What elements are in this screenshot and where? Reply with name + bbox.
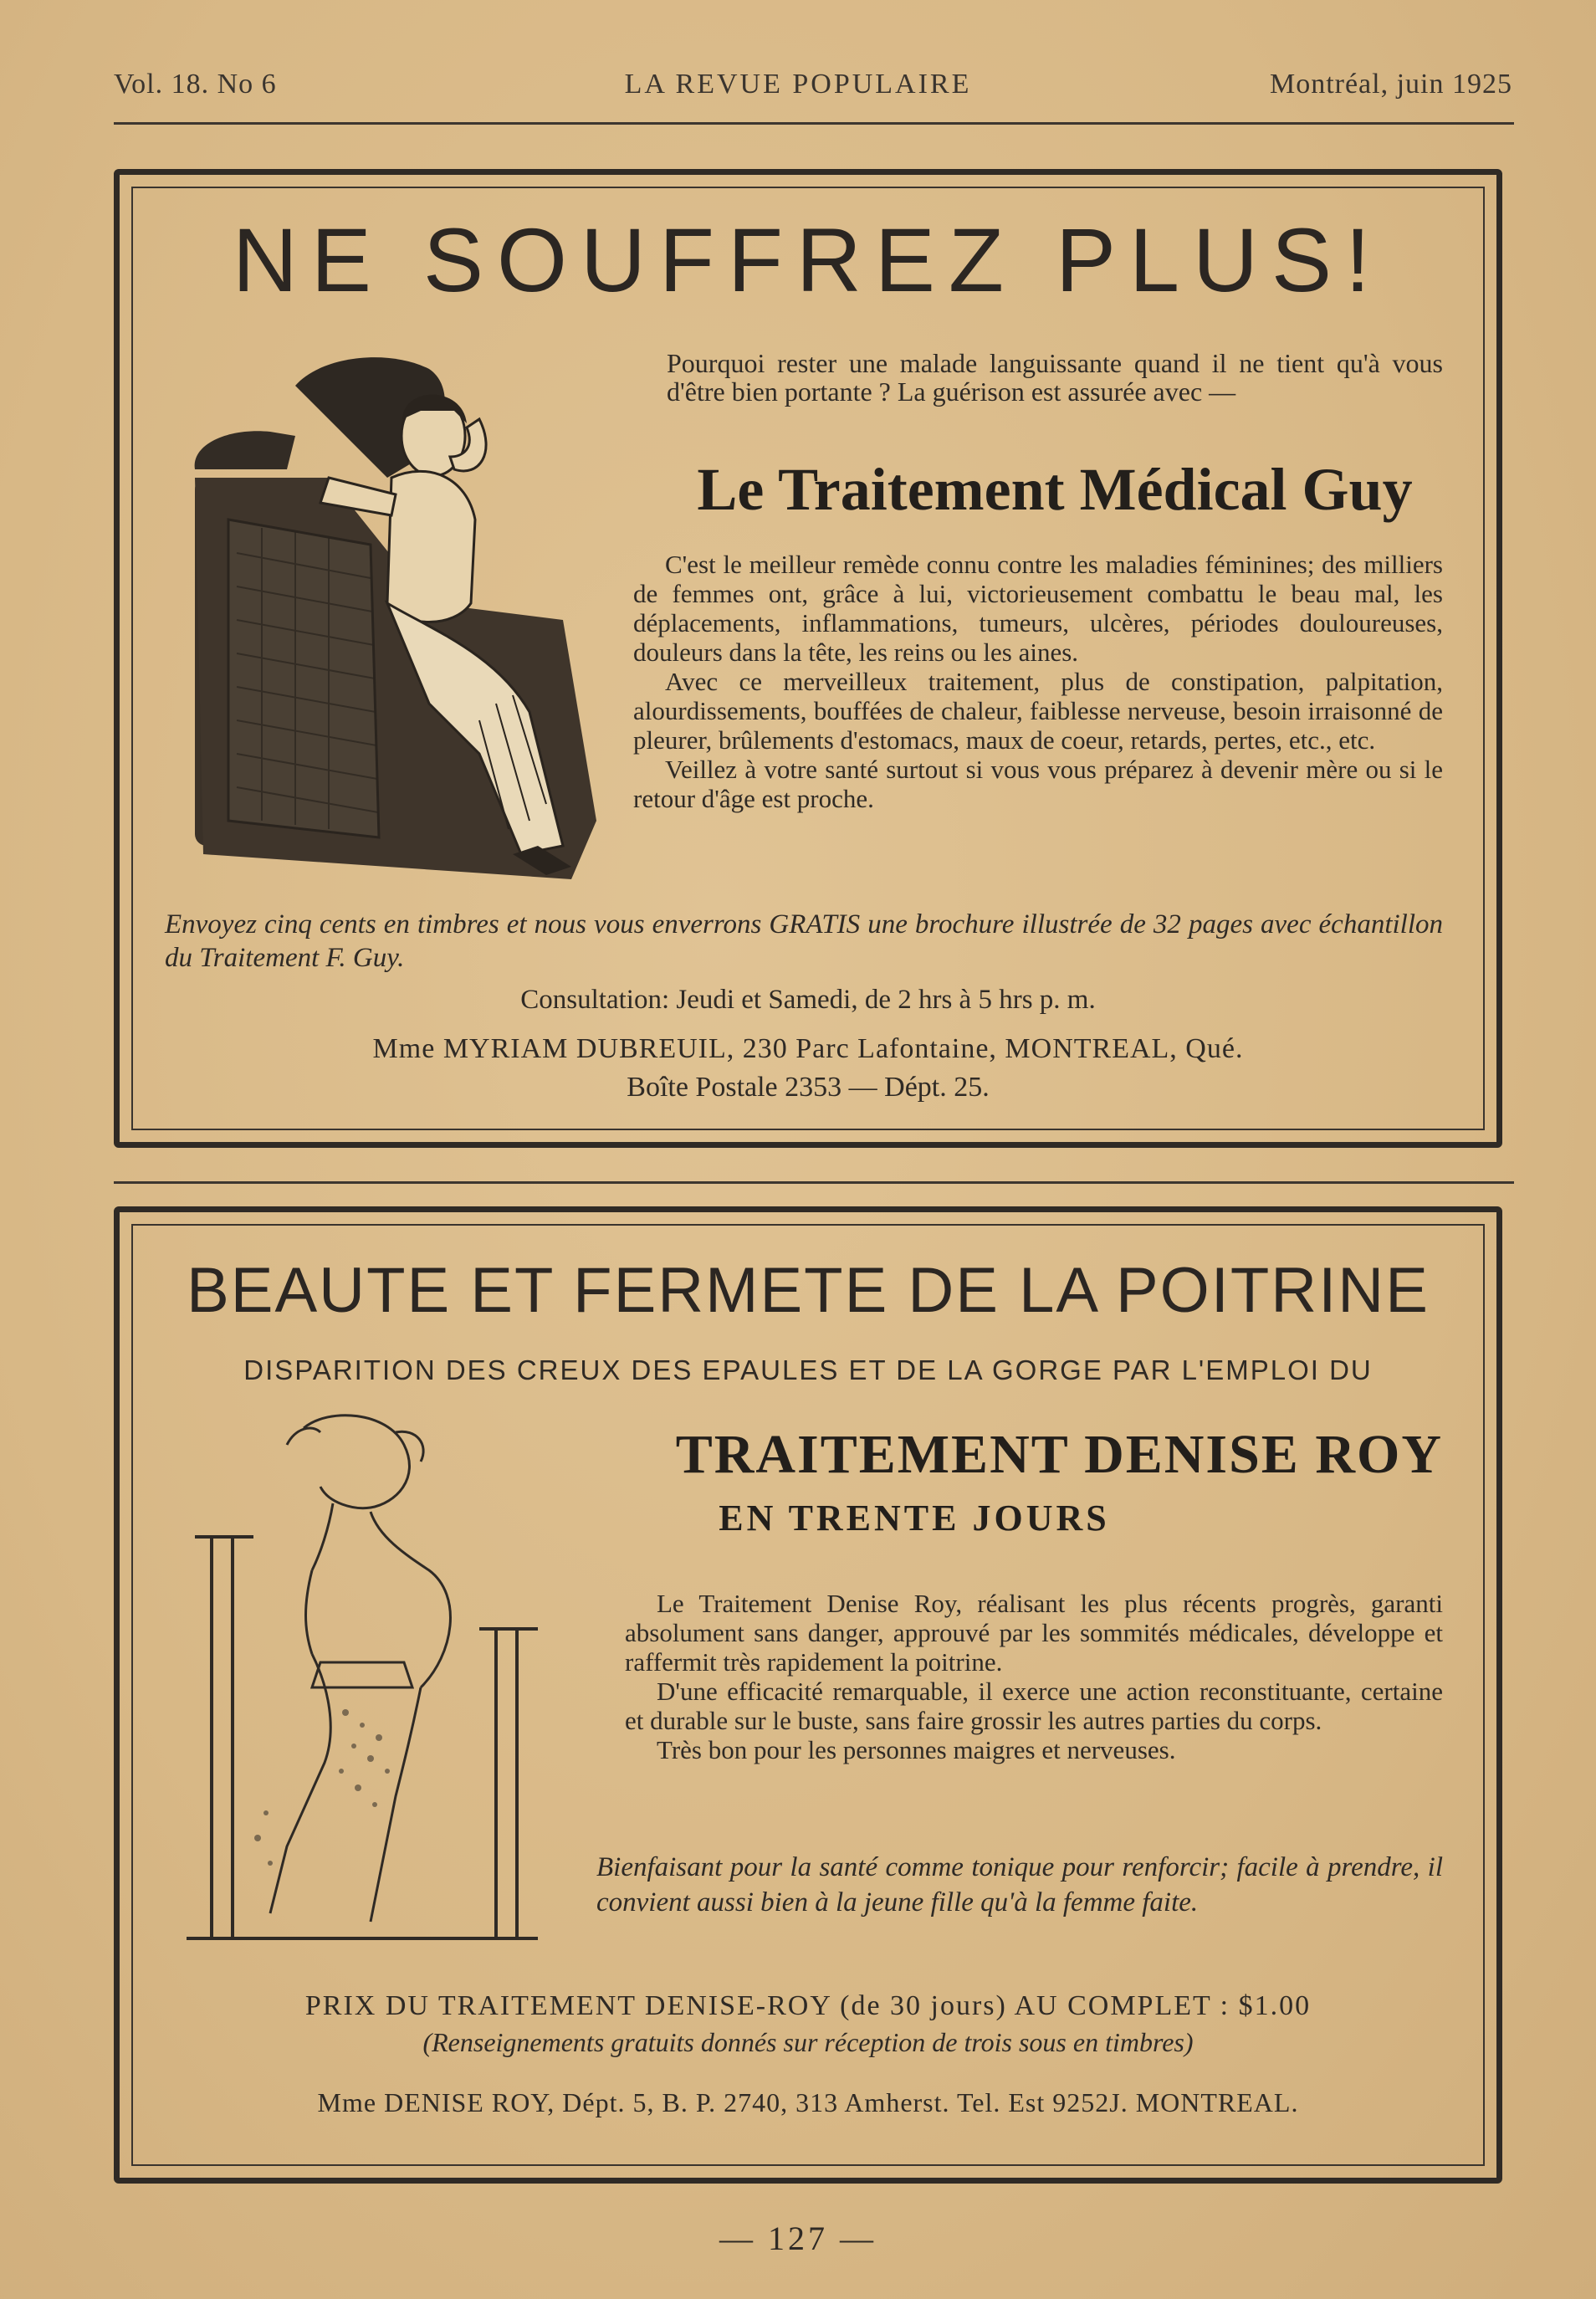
header-date: Montréal, juin 1925	[1269, 69, 1512, 100]
woman-in-wicker-chair-illustration	[178, 352, 630, 879]
ad1-paragraph: Veillez à votre santé surtout si vous vous préparez à devenir mère ou si le retour d'âge est proche.	[633, 755, 1443, 813]
header-volume: Vol. 18. No 6	[114, 69, 277, 100]
header-title: LA REVUE POPULAIRE	[624, 69, 972, 100]
ad1-intro-text: Pourquoi rester une malade languissante quand il ne tient qu'à vous d'être bien portante ? La guérison est assurée avec —	[667, 348, 1443, 407]
header-rule	[114, 122, 1514, 125]
ad2-paragraph: Le Traitement Denise Roy, réalisant les plus récents progrès, garanti absolument sans danger, approuvé par les sommités médicales, développe et raffermit très rapidement la poitrine.	[625, 1589, 1443, 1677]
ad2-paragraph: Très bon pour les personnes maigres et nerveuses.	[657, 1735, 1176, 1764]
ad1-postal-box: Boîte Postale 2353 — Dépt. 25.	[627, 1072, 990, 1103]
ad-traitement-denise-roy	[114, 1206, 1502, 2184]
section-divider	[114, 1181, 1514, 1184]
ad1-body	[633, 550, 1443, 813]
ad-traitement-guy	[114, 169, 1502, 1148]
ad1-address: Mme MYRIAM DUBREUIL, 230 Parc Lafontaine, MONTREAL, Qué.	[372, 1033, 1244, 1064]
ad2-body	[625, 1589, 1443, 1764]
ad2-paragraph: D'une efficacité remarquable, il exerce une action reconstituante, certaine et durable sur le buste, sans faire grossir les autres parties du corps.	[625, 1677, 1443, 1735]
ad1-paragraph: C'est le meilleur remède connu contre les maladies féminines; des milliers de femmes ont, grâce à lui, victorieusement combattu le beau mal, les déplacements, inflammations, tumeurs, ulcères, périodes douloureuses, douleurs dans la tête, les reins ou les aines.	[633, 550, 1443, 667]
ad2-brand-name: TRAITEMENT DENISE ROY	[675, 1424, 1443, 1485]
ad1-headline: NE SOUFFREZ PLUS!	[232, 209, 1384, 310]
woman-silhouette-illustration	[187, 1411, 580, 1947]
ad1-paragraph: Avec ce merveilleux traitement, plus de constipation, palpitation, alourdissements, bouffées de chaleur, faiblesse nerveuse, besoin irraisonné de pleurer, brûlements d'estomacs, maux de coeur, retards, pertes, etc., etc.	[633, 667, 1443, 755]
ad2-info-note: (Renseignements gratuits donnés sur réception de trois sous en timbres)	[422, 2027, 1194, 2057]
ad2-price: PRIX DU TRAITEMENT DENISE-ROY (de 30 jours) AU COMPLET : $1.00	[304, 1990, 1312, 2021]
ad2-address: Mme DENISE ROY, Dépt. 5, B. P. 2740, 313 Amherst. Tel. Est 9252J. MONTREAL.	[317, 2087, 1299, 2117]
ad2-headline: BEAUTE ET FERMETE DE LA POITRINE	[187, 1255, 1430, 1326]
ad1-consultation-hours: Consultation: Jeudi et Samedi, de 2 hrs à 5 hrs p. m.	[520, 985, 1096, 1015]
ad1-offer-text: Envoyez cinq cents en timbres et nous vous enverrons GRATIS une brochure illustrée de 32 pages avec échantillon du Traitement F. Guy.	[165, 909, 1443, 973]
ad2-tonic-note: Bienfaisant pour la santé comme tonique pour renforcir; facile à prendre, il convient aussi bien à la jeune fille qu'à la femme faite.	[596, 1852, 1443, 1918]
ad2-brand-duration: EN TRENTE JOURS	[719, 1498, 1110, 1539]
page-number: — 127 —	[719, 2220, 877, 2257]
ad1-brand-name: Le Traitement Médical Guy	[697, 456, 1413, 523]
ad2-subheadline: DISPARITION DES CREUX DES EPAULES ET DE LA GORGE PAR L'EMPLOI DU	[243, 1354, 1373, 1385]
